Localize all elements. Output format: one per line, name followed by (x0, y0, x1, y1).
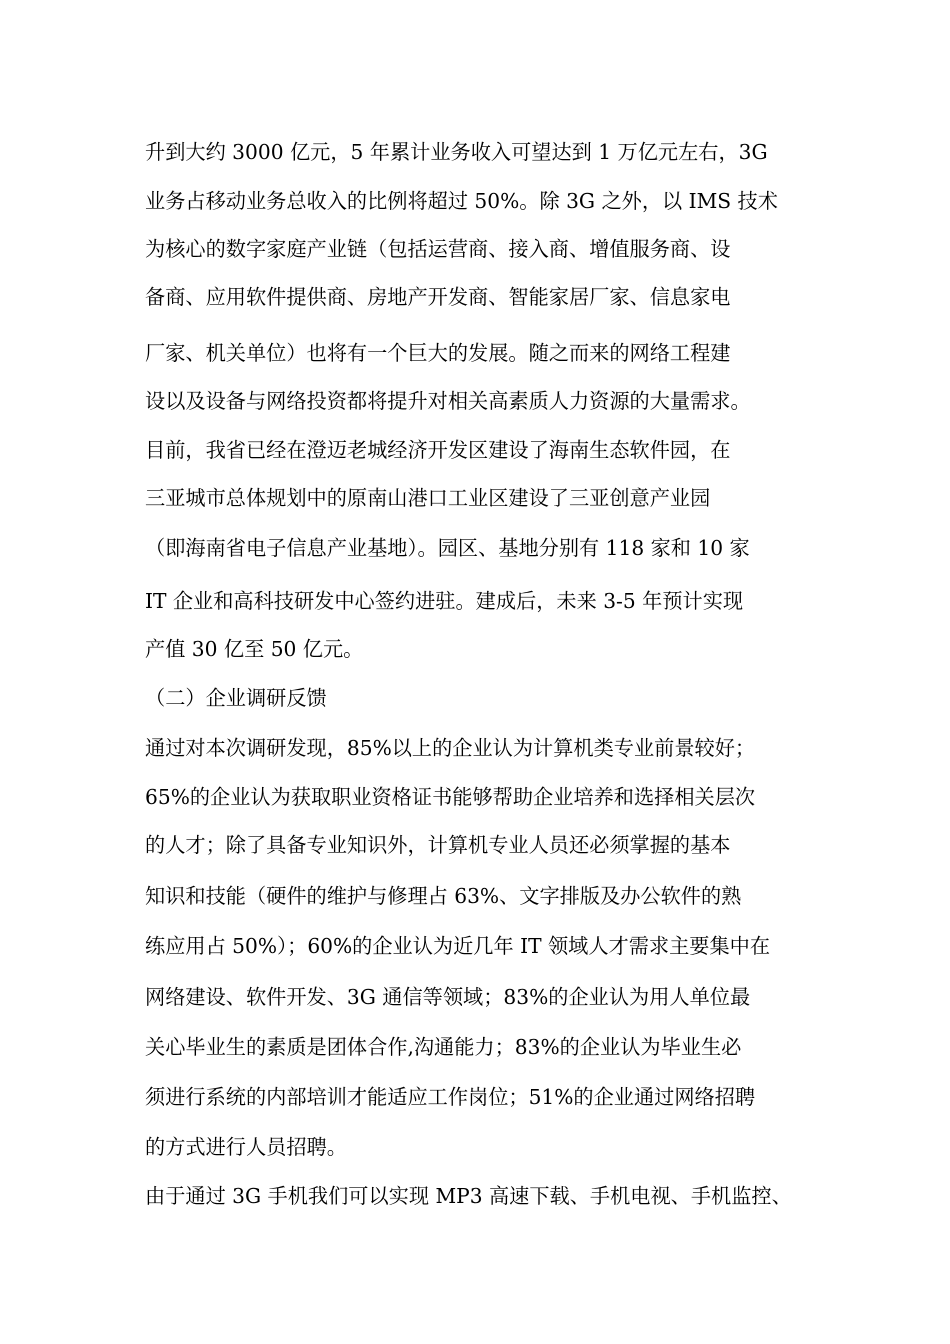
text-line: 知识和技能（硬件的维护与修理占 63%、文字排版及办公软件的熟 (145, 884, 742, 908)
text-line: 网络建设、软件开发、3G 通信等领域；83%的企业认为用人单位最 (145, 985, 751, 1009)
text-line: 厂家、机关单位）也将有一个巨大的发展。随之而来的网络工程建 (145, 341, 731, 365)
text-line: 三亚城市总体规划中的原南山港口工业区建设了三亚创意产业园 (145, 486, 711, 510)
text-line: 通过对本次调研发现，85%以上的企业认为计算机类专业前景较好； (145, 736, 756, 760)
text-line: 练应用占 50%）；60%的企业认为近几年 IT 领域人才需求主要集中在 (145, 934, 771, 958)
section-heading: （二）企业调研反馈 (145, 686, 327, 710)
text-line: 业务占移动业务总收入的比例将超过 50%。除 3G 之外，以 IMS 技术 (145, 189, 778, 213)
text-line: IT 企业和高科技研发中心签约进驻。建成后，未来 3-5 年预计实现 (145, 589, 744, 613)
text-line: 的方式进行人员招聘。 (145, 1135, 347, 1159)
text-line: （即海南省电子信息产业基地）。园区、基地分别有 118 家和 10 家 (145, 536, 750, 560)
text-line: 设以及设备与网络投资都将提升对相关高素质人力资源的大量需求。 (145, 389, 751, 413)
text-line: 目前，我省已经在澄迈老城经济开发区建设了海南生态软件园，在 (145, 438, 731, 462)
text-line: 的人才；除了具备专业知识外，计算机专业人员还必须掌握的基本 (145, 833, 731, 857)
text-line: 备商、应用软件提供商、房地产开发商、智能家居厂家、信息家电 (145, 285, 731, 309)
text-line: 由于通过 3G 手机我们可以实现 MP3 高速下载、手机电视、手机监控、 (145, 1184, 792, 1208)
text-line: 关心毕业生的素质是团体合作,沟通能力；83%的企业认为毕业生必 (145, 1035, 742, 1059)
text-line: 产值 30 亿至 50 亿元。 (145, 637, 364, 661)
text-line: 65%的企业认为获取职业资格证书能够帮助企业培养和选择相关层次 (145, 785, 756, 809)
text-line: 须进行系统的内部培训才能适应工作岗位；51%的企业通过网络招聘 (145, 1085, 756, 1109)
text-line: 为核心的数字家庭产业链（包括运营商、接入商、增值服务商、设 (145, 237, 731, 261)
text-line: 升到大约 3000 亿元，5 年累计业务收入可望达到 1 万亿元左右，3G (145, 140, 768, 164)
